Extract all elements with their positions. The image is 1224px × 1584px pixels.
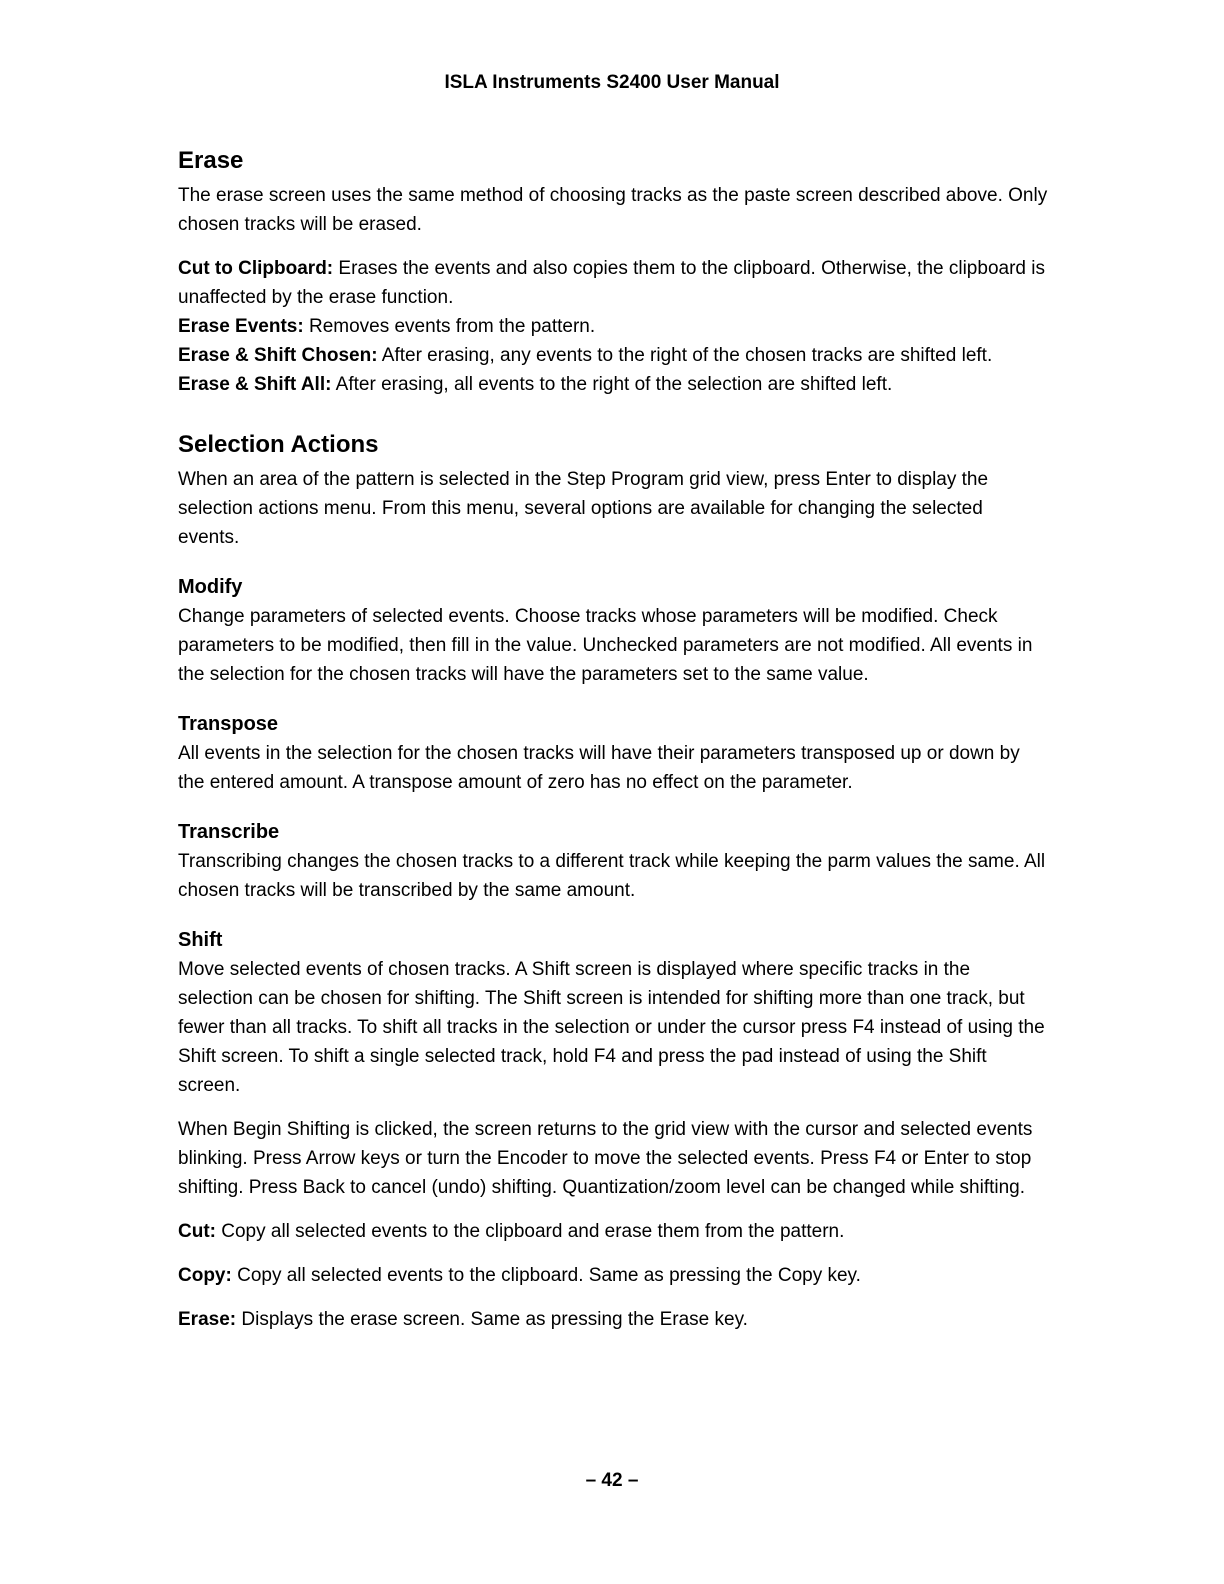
action-text: Copy all selected events to the clipboard and erase them from the pattern. [215,1221,845,1242]
erase-options [178,254,1048,399]
erase-option-shift-all [178,370,1048,399]
erase-intro: The erase screen uses the same method of choosing tracks as the paste screen described above. Only chosen tracks will be erased. [178,185,1048,235]
selection-actions-intro: When an area of the pattern is selected in the Step Program grid view, press Enter to display the selection actions menu. From this menu, several options are available for changing the selected events. [178,469,989,548]
erase-option-shift-chosen [178,341,1048,370]
action-term: Copy: [178,1265,232,1286]
shift-heading: Shift [178,929,223,951]
action-copy [178,1261,1048,1290]
action-text: Copy all selected events to the clipboard. Same as pressing the Copy key. [231,1265,861,1286]
option-text: Removes events from the pattern. [303,316,596,337]
page-number: – 42 – [585,1470,639,1491]
action-text: Displays the erase screen. Same as pressing the Erase key. [236,1309,748,1330]
option-text: Erases the events and also copies them to the clipboard. Otherwise, the clipboard is unaffected by the erase function. [178,258,1045,308]
page-header: ISLA Instruments S2400 User Manual [444,72,780,93]
erase-option-erase-events [178,312,1048,341]
action-term: Cut: [178,1221,216,1242]
option-term: Erase & Shift Chosen: [178,345,378,366]
transcribe-text: Transcribing changes the chosen tracks to a different track while keeping the parm values the same. All chosen tracks will be transcribed by the same amount. [178,851,1046,901]
option-text: After erasing, any events to the right of the chosen tracks are shifted left. [377,345,993,366]
option-term: Erase & Shift All: [178,374,332,395]
modify-text: Change parameters of selected events. Choose tracks whose parameters will be modified. Check parameters to be modified, then fill in the value. Unchecked parameters are not modified. All events in the selection for the chosen tracks will have the parameters set to the same value. [178,606,1033,685]
shift-text-2: When Begin Shifting is clicked, the screen returns to the grid view with the cursor and selected events blinking. Press Arrow keys or turn the Encoder to move the selected events. Press F4 or Enter to stop shifting. Press Back to cancel (undo) shifting. Quantization/zoom level can be changed while shifting. [178,1119,1033,1198]
action-term: Erase: [178,1309,237,1330]
modify-heading: Modify [178,576,243,598]
transcribe-heading: Transcribe [178,821,280,843]
transpose-text: All events in the selection for the chosen tracks will have their parameters transposed up or down by the entered amount. A transpose amount of zero has no effect on the parameter. [178,743,1020,793]
selection-actions-heading: Selection Actions [178,431,379,458]
shift-text-1: Move selected events of chosen tracks. A Shift screen is displayed where specific tracks in the selection can be chosen for shifting. The Shift screen is intended for shifting more than one track, but fewer than all tracks. To shift all tracks in the selection or under the cursor press F4 instead of using the Shift screen. To shift a single selected track, hold F4 and press the pad instead of using the Shift screen. [178,959,1045,1096]
option-term: Erase Events: [178,316,304,337]
option-term: Cut to Clipboard: [178,258,334,279]
action-cut [178,1217,1048,1246]
option-text: After erasing, all events to the right of the selection are shifted left. [331,374,893,395]
transpose-heading: Transpose [178,713,279,735]
erase-option-cut-to-clipboard [178,254,1048,312]
erase-heading: Erase [178,147,244,174]
action-erase [178,1305,1048,1334]
page-content [178,145,1048,1349]
